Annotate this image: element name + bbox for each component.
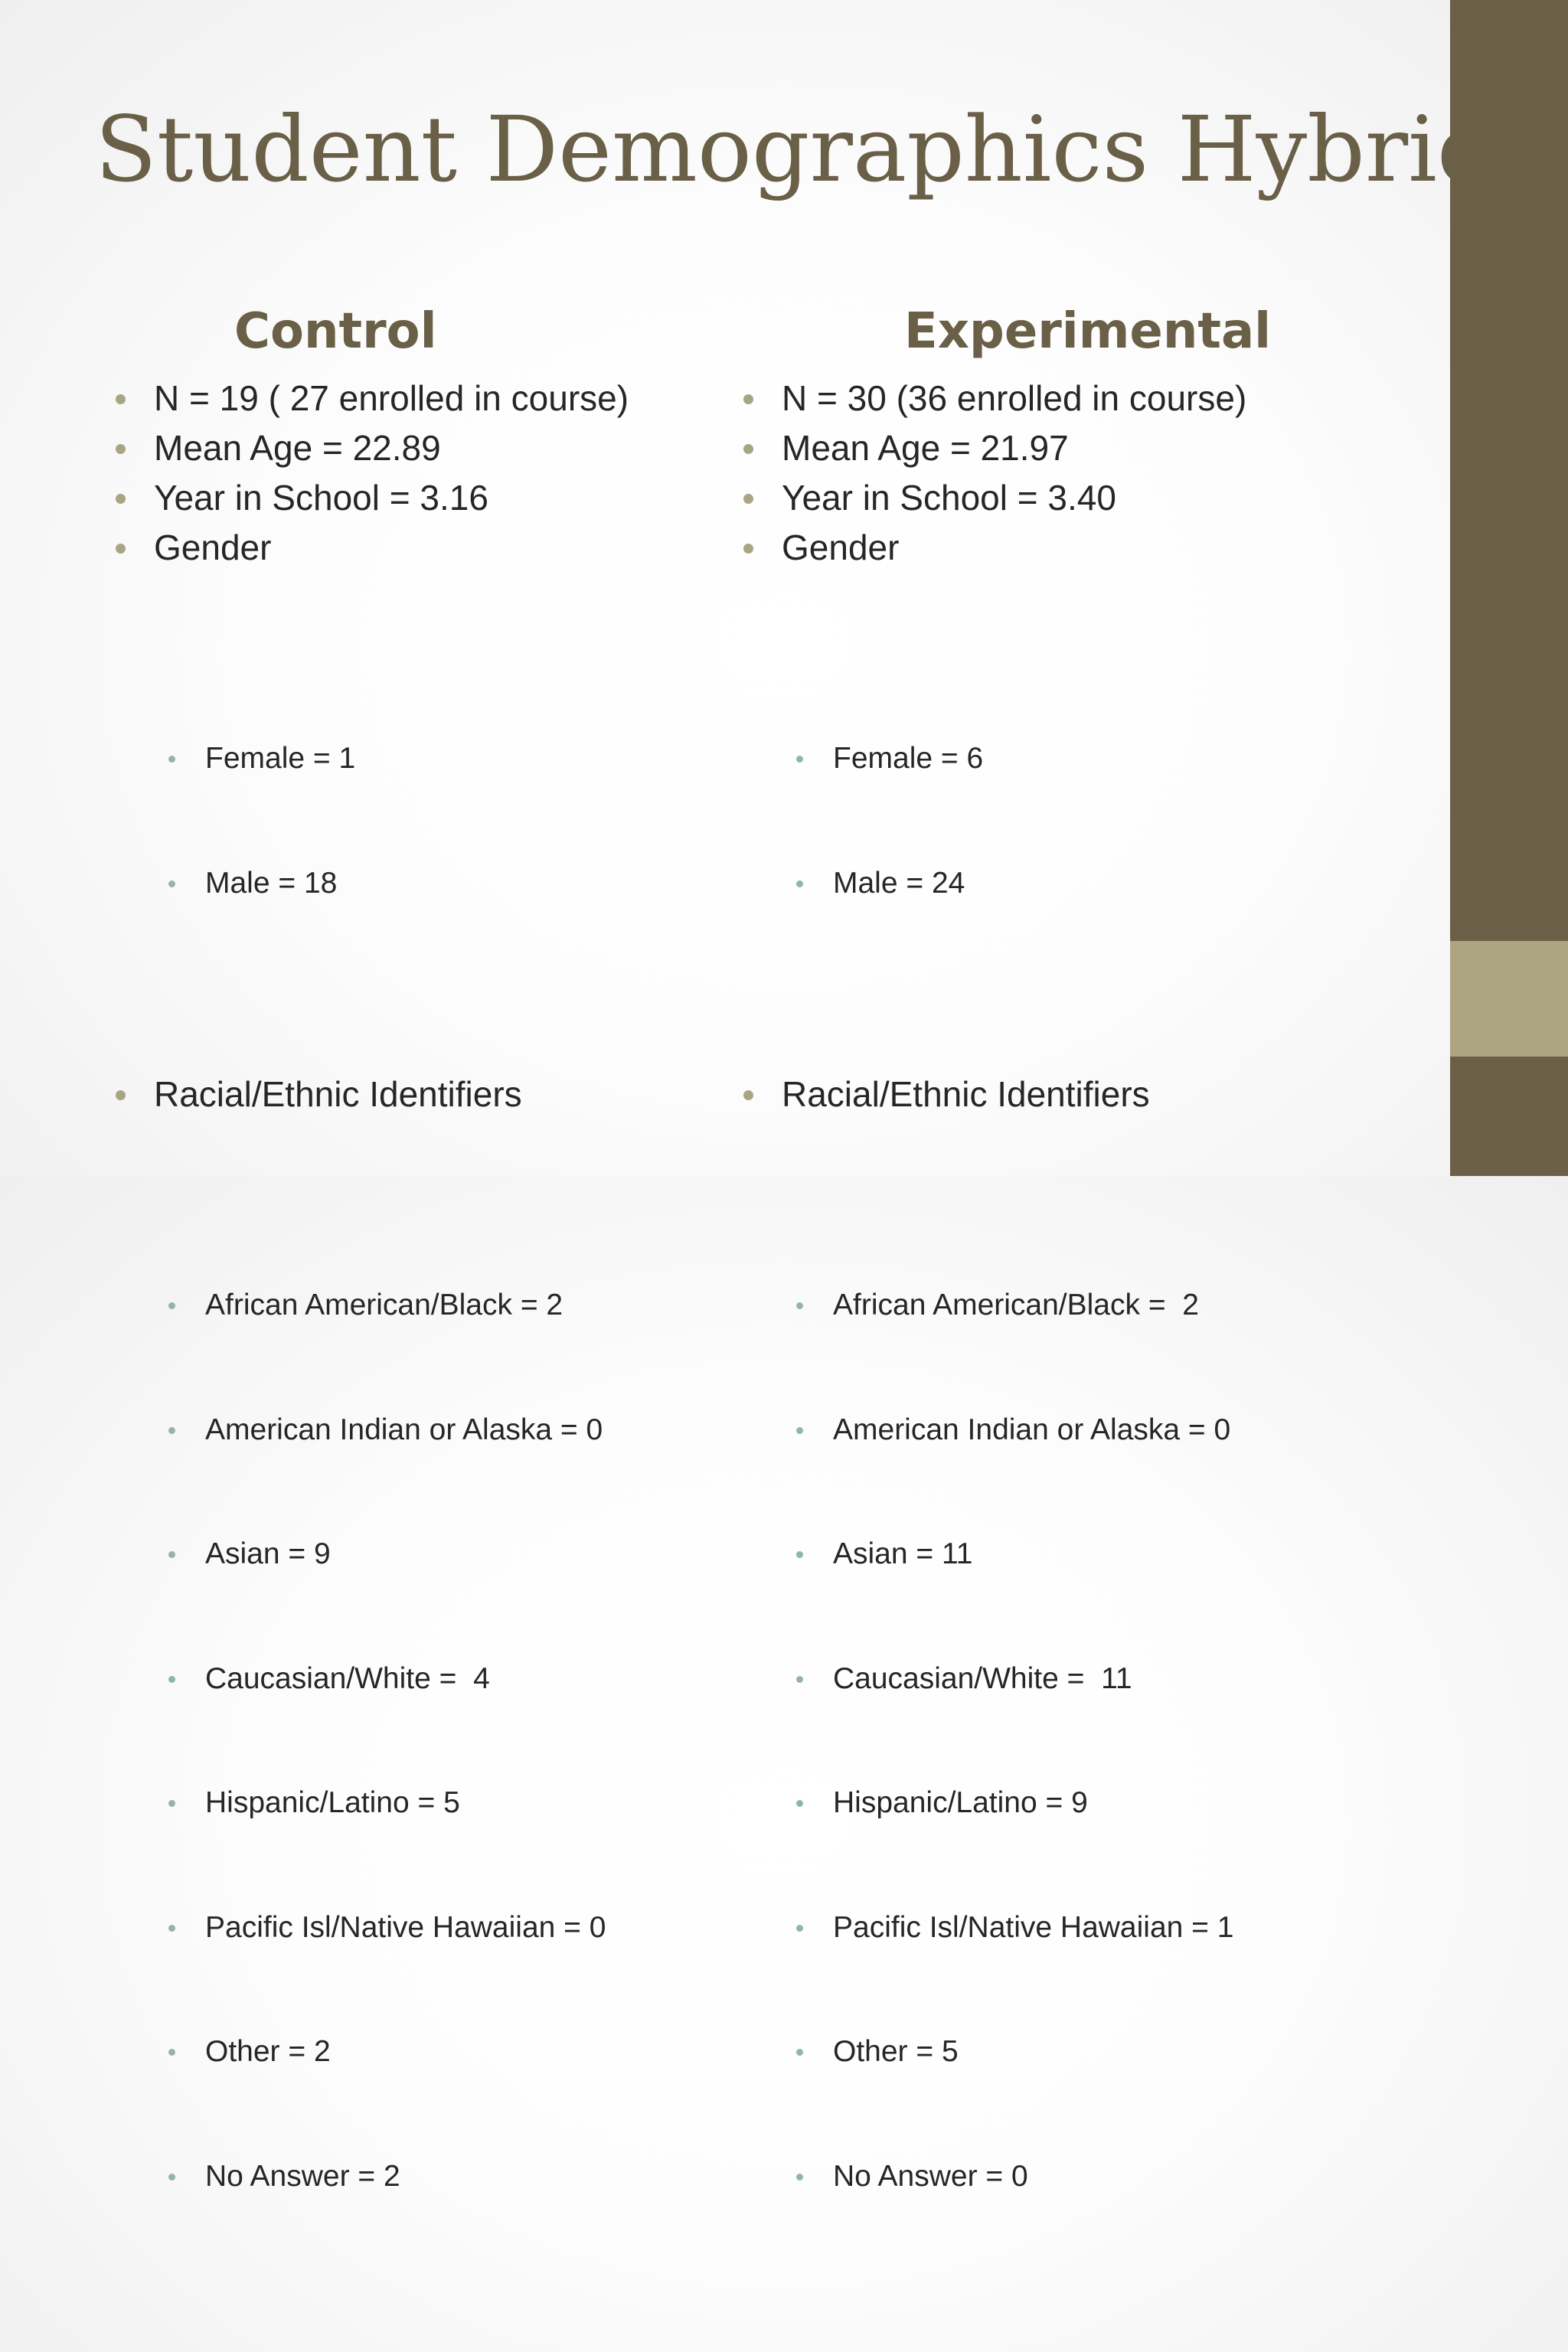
control-gender-list [107,655,712,987]
list-item: Asian = 11 [735,1534,1424,1576]
control-mean-age: Mean Age = 22.89 [107,423,712,473]
control-gender-label: Gender [107,523,712,573]
experimental-list [735,374,1424,2352]
control-n: N = 19 ( 27 enrolled in course) [107,374,712,423]
list-item: Other = 5 [735,2031,1424,2073]
list-item: African American/Black = 2 [735,1285,1424,1327]
control-column [107,297,712,2352]
list-item: Pacific Isl/Native Hawaiian = 0 [107,1907,712,1949]
list-item: Pacific Isl/Native Hawaiian = 1 [735,1907,1424,1949]
list-item: American Indian or Alaska = 0 [735,1410,1424,1452]
list-item: No Answer = 2 [107,2156,712,2198]
list-item: Caucasian/White = 4 [107,1658,712,1700]
sidebar-accent-block [1450,941,1568,1057]
experimental-race-list [735,1202,1424,2280]
experimental-heading: Experimental [904,303,1272,360]
control-heading: Control [234,303,437,360]
slide-title: Student Demographics Hybrid [95,96,1495,202]
list-item: Hispanic/Latino = 9 [735,1782,1424,1824]
experimental-mean-age: Mean Age = 21.97 [735,423,1424,473]
list-item: Asian = 9 [107,1534,712,1576]
experimental-race-group [735,1119,1424,2352]
list-item: Hispanic/Latino = 5 [107,1782,712,1824]
list-item: American Indian or Alaska = 0 [107,1410,712,1452]
list-item: Female = 1 [107,738,712,780]
list-item: Caucasian/White = 11 [735,1658,1424,1700]
experimental-gender-label: Gender [735,523,1424,573]
control-gender-group [107,573,712,1070]
control-race-label: Racial/Ethnic Identifiers [107,1070,712,1119]
list-item: Male = 18 [107,863,712,905]
experimental-gender-list [735,655,1424,987]
list-item: Female = 6 [735,738,1424,780]
list-item: Male = 24 [735,863,1424,905]
list-item: African American/Black = 2 [107,1285,712,1327]
experimental-race-label: Racial/Ethnic Identifiers [735,1070,1424,1119]
experimental-gender-group [735,573,1424,1070]
list-item: No Answer = 0 [735,2156,1424,2198]
experimental-n: N = 30 (36 enrolled in course) [735,374,1424,423]
control-year-in-school: Year in School = 3.16 [107,473,712,523]
experimental-column [735,297,1424,2352]
control-race-list [107,1202,712,2280]
experimental-year-in-school: Year in School = 3.40 [735,473,1424,523]
control-list [107,374,712,2352]
control-race-group [107,1119,712,2352]
list-item: Other = 2 [107,2031,712,2073]
